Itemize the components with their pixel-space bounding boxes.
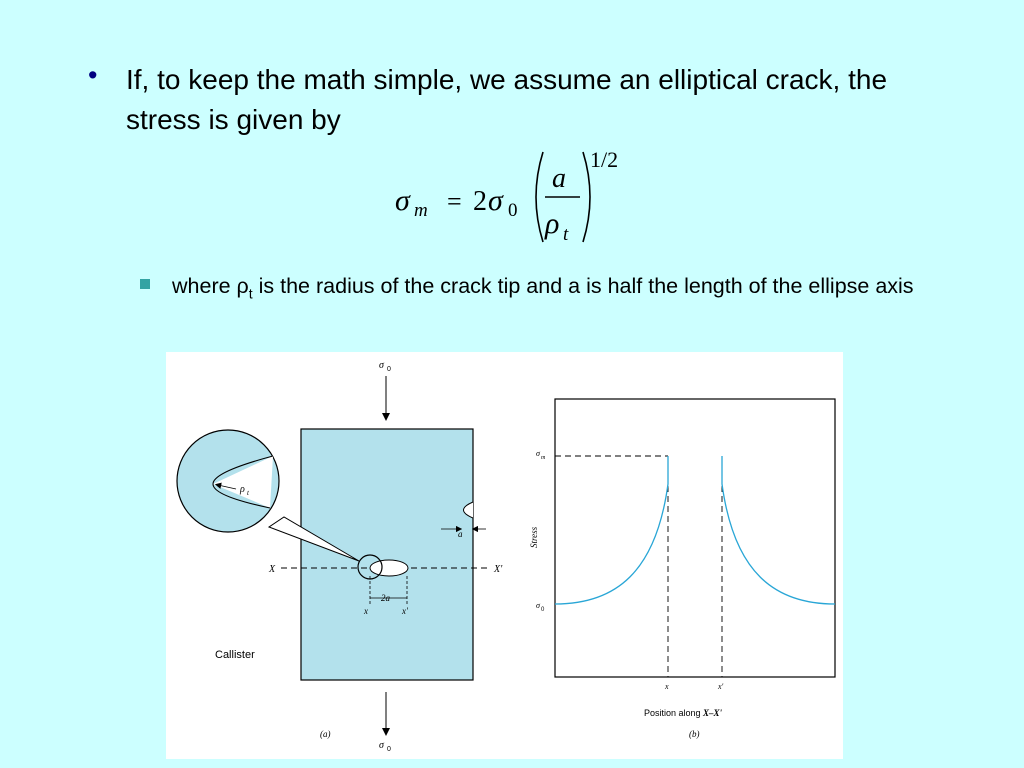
sub-bullet-square [140,279,150,289]
sigma-0-label: σ [536,601,540,610]
panel-b [529,399,835,739]
stress-plot-frame [555,399,835,677]
sigma-bottom-sub: 0 [387,746,391,753]
x-small-label: x [364,606,368,616]
x-prime-tick-label: x' [718,682,724,691]
formula-sigma: σ [488,184,503,217]
stress-formula [395,140,655,250]
sub-bullet-text [172,270,952,309]
formula-coef: 2 [473,186,487,217]
sigma-top-label: σ [379,360,384,371]
specimen-plate [301,429,473,680]
formula-denominator: ρ [545,207,560,240]
sigma-0-sub: 0 [541,607,545,613]
rho-sub: t [247,489,249,497]
formula-denominator-sub: t [563,224,569,245]
formula-numerator: a [552,163,566,194]
formula-left-paren [536,152,543,242]
formula-right-paren [583,152,590,242]
notch-a-label: a [458,529,463,539]
figure-canvas [166,352,843,759]
sub-bullet-post: is the radius of the crack tip and a is half the length of the ellipse axis [252,274,914,298]
bullet-text: If, to keep the math simple, we assume an elliptical crack, the stress is given by [126,64,888,135]
sub-bullet-pre: where ρ [172,274,249,298]
panel-b-caption: (b) [689,729,700,739]
bullet-dot: • [88,60,98,90]
two-a-label: 2a [381,593,390,603]
formula-sigma-sub: 0 [508,200,518,221]
formula-exponent: 1/2 [590,147,619,172]
central-crack [370,560,408,576]
panel-a [177,360,503,753]
x-axis-label [644,708,723,718]
sigma-bottom-label: σ [379,740,384,751]
x-axis-label-axis: X–X' [703,708,723,718]
sigma-m-label: σ [536,449,540,458]
formula-lhs-symbol: σ [395,184,410,217]
x-tick-label: x [665,682,669,691]
formula-equals: = [447,187,462,216]
x-prime-small-label: x' [402,606,408,616]
y-axis-label: Stress [529,526,539,548]
sigma-m-sub: m [541,455,546,461]
figure-credit: Callister [215,649,255,661]
x-right-label: X' [494,564,503,575]
formula-lhs-sub: m [414,200,428,221]
rho-label: ρ [240,484,245,495]
sub-bullet-rho-sub: t [248,285,253,302]
x-left-label: X [269,564,276,575]
crack-stress-figure [166,352,843,759]
x-axis-label-prefix: Position along [644,708,704,718]
panel-a-caption: (a) [320,729,331,739]
sigma-top-sub: 0 [387,366,391,373]
